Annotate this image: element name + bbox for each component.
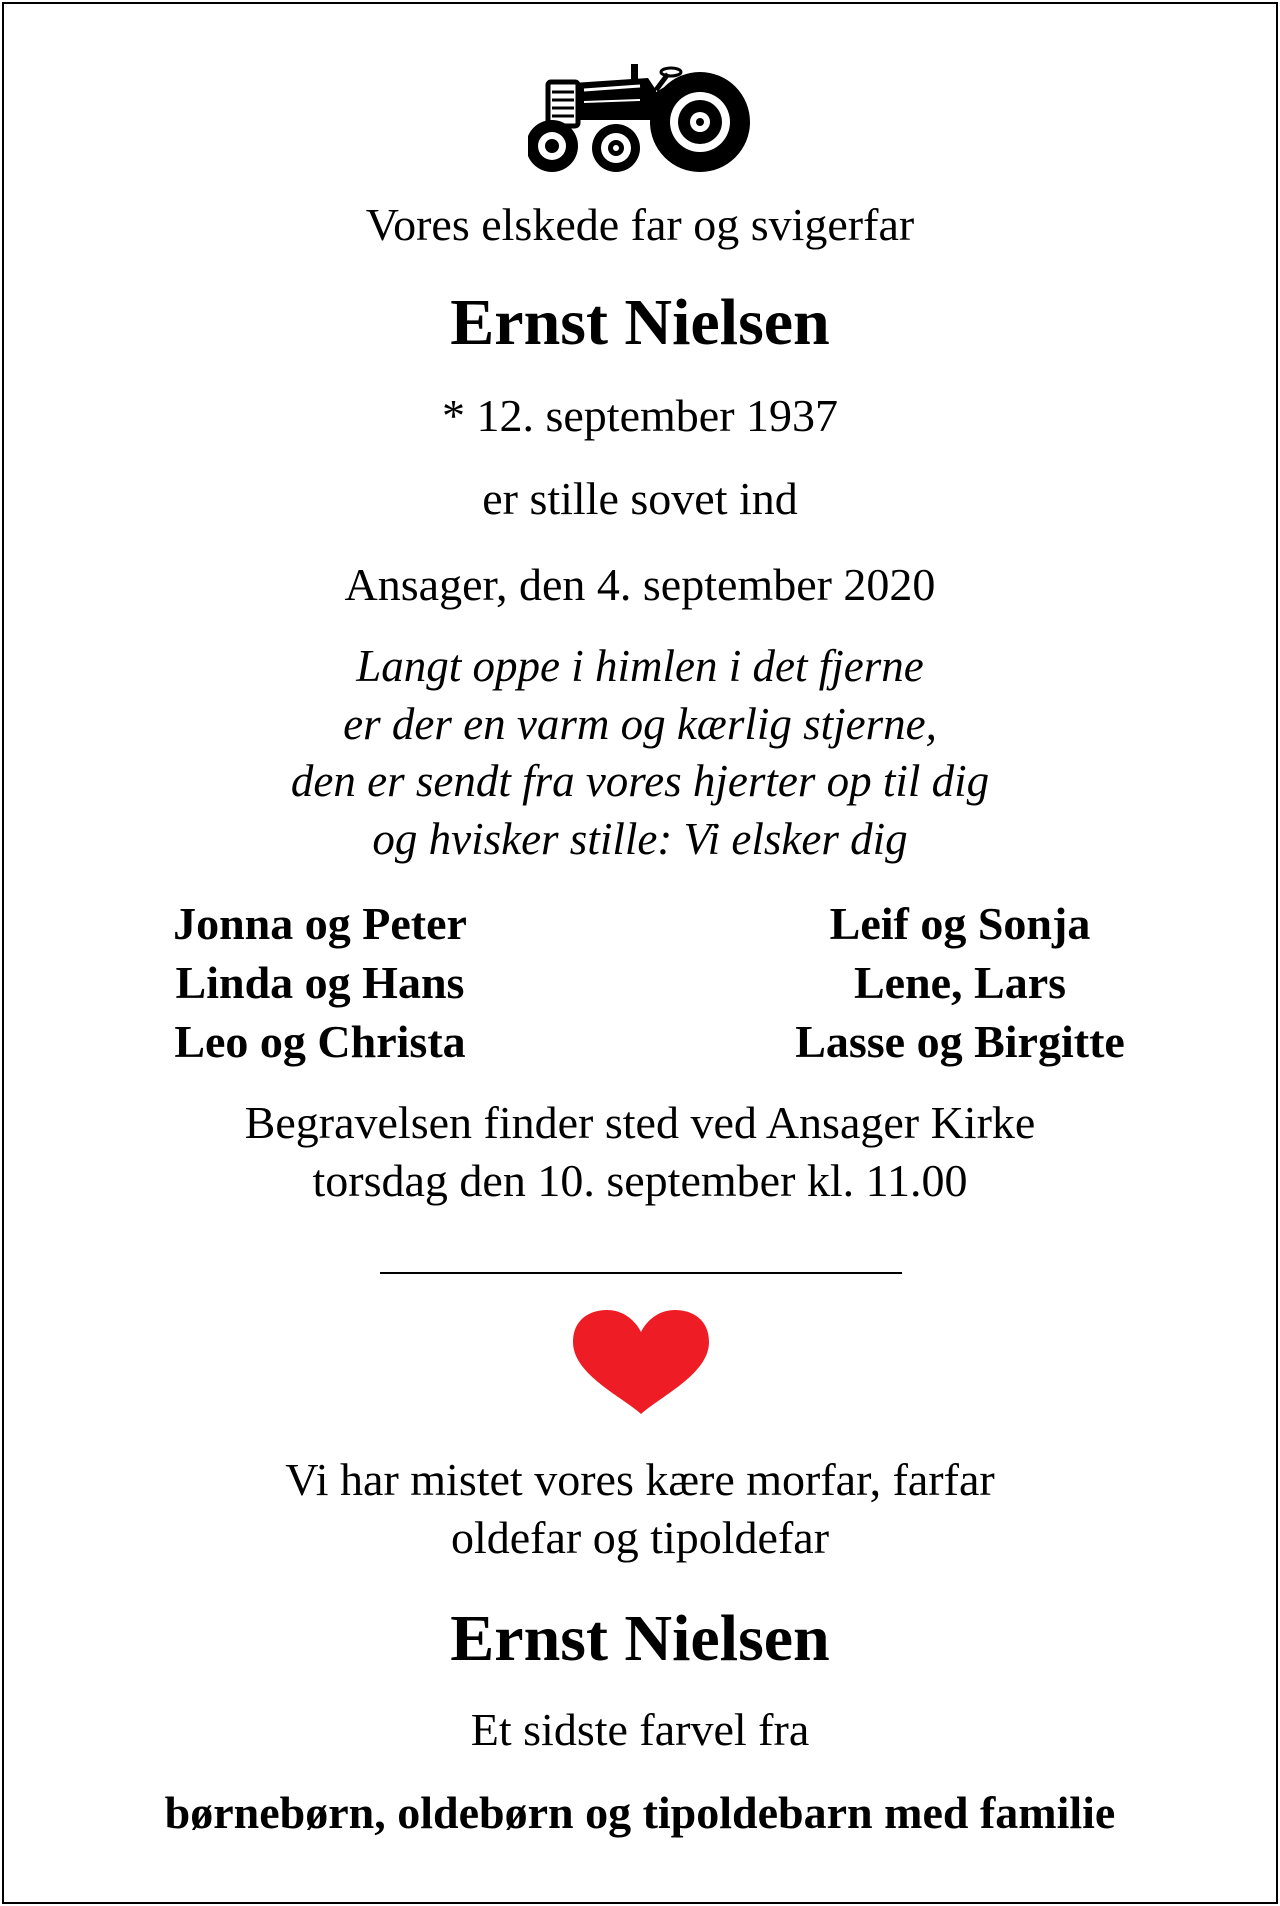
place-date: Ansager, den 4. september 2020 <box>344 559 936 610</box>
family-member: Jonna og Peter <box>173 898 467 949</box>
intro-line: Vores elskede far og svigerfar <box>365 199 915 250</box>
family-member: Lasse og Birgitte <box>795 1016 1125 1067</box>
poem <box>0 638 1280 868</box>
family-member: Linda og Hans <box>175 957 465 1008</box>
second-deceased-name: Ernst Nielsen <box>450 1602 830 1675</box>
family-member: Leif og Sonja <box>829 898 1091 949</box>
family-list-right <box>760 894 1160 1071</box>
poem-line: og hvisker stille: Vi elsker dig <box>372 813 908 864</box>
funeral-info <box>0 1094 1280 1210</box>
tractor-icon <box>528 60 752 176</box>
passing-line: er stille sovet ind <box>482 473 798 524</box>
family-member: Leo og Christa <box>174 1016 466 1067</box>
funeral-line: Begravelsen finder sted ved Ansager Kirke <box>244 1097 1036 1148</box>
second-intro <box>0 1451 1280 1567</box>
family-member: Lene, Lars <box>853 957 1067 1008</box>
heart-icon <box>569 1308 713 1416</box>
funeral-line: torsdag den 10. september kl. 11.00 <box>312 1155 968 1206</box>
family-list-left <box>120 894 520 1071</box>
signature-line: børnebørn, oldebørn og tipoldebarn med familie <box>164 1787 1116 1838</box>
birth-date: * 12. september 1937 <box>441 390 839 441</box>
second-intro-line: Vi har mistet vores kære morfar, farfar <box>285 1454 995 1505</box>
deceased-name: Ernst Nielsen <box>450 286 830 359</box>
poem-line: den er sendt fra vores hjerter op til dig <box>290 756 990 806</box>
poem-line: er der en varm og kærlig stjerne, <box>343 698 937 749</box>
divider-line <box>380 1272 902 1274</box>
heart-shape <box>573 1310 709 1414</box>
poem-line: Langt oppe i himlen i det fjerne <box>356 641 924 691</box>
second-intro-line: oldefar og tipoldefar <box>450 1512 830 1563</box>
farewell-line: Et sidste farvel fra <box>470 1704 810 1755</box>
